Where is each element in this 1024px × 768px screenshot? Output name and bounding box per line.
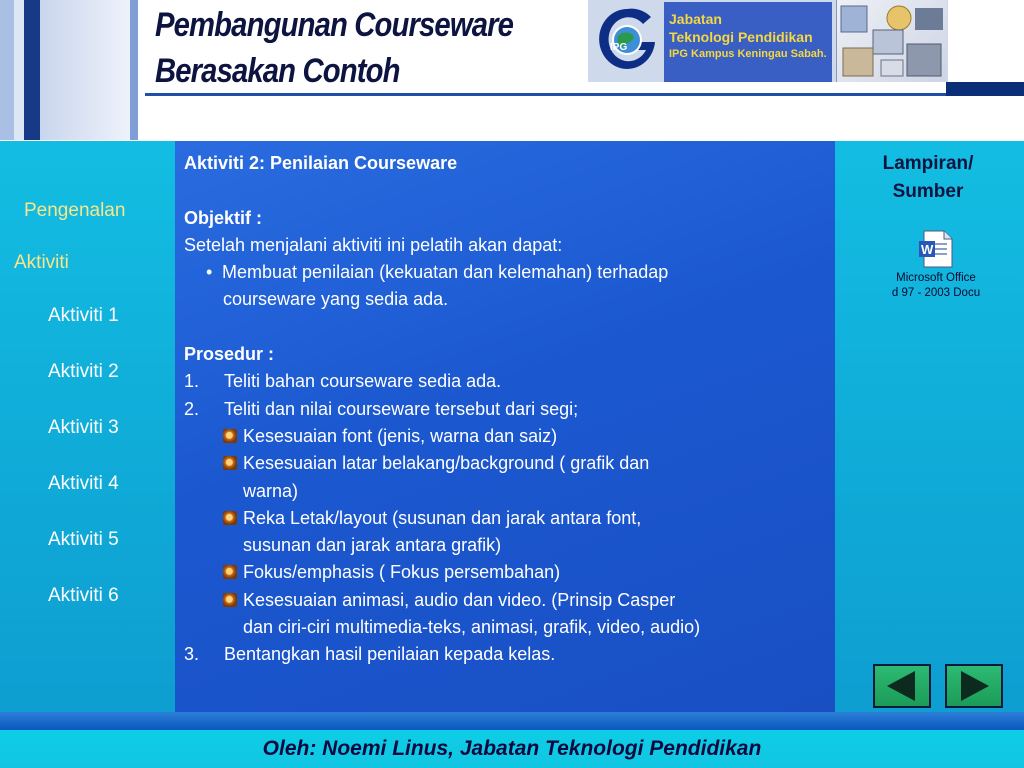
title-line: Berasakan Contoh <box>155 52 400 90</box>
nav-pengenalan[interactable]: Pengenalan <box>24 200 126 221</box>
sub-item-cont: susunan dan jarak antara grafik) <box>243 535 502 556</box>
step-number: 3. <box>184 644 200 665</box>
sub-text: Kesesuaian animasi, audio dan video. (Prinsip Casper <box>243 589 676 610</box>
title-divider <box>145 93 1024 96</box>
step-text: Teliti dan nilai courseware tersebut dari segi; <box>224 398 579 419</box>
doc-label-line: d 97 - 2003 Docu <box>891 287 981 299</box>
dept-line: Teknologi Pendidikan <box>669 29 813 45</box>
spacer <box>184 177 829 204</box>
bullet-icon <box>223 565 237 579</box>
bottom-band <box>0 712 1024 730</box>
step-number: 1. <box>184 371 200 392</box>
nav-aktiviti-3[interactable]: Aktiviti 3 <box>48 417 119 438</box>
header-stripe <box>130 0 138 140</box>
sub-item <box>184 587 829 614</box>
svg-text:W: W <box>921 242 934 257</box>
objektif-bullet <box>184 259 829 286</box>
document-label[interactable] <box>876 271 996 301</box>
header-stripe <box>14 0 24 140</box>
sub-item <box>184 423 829 450</box>
arrow-right-icon <box>947 666 1001 706</box>
step-text: Bentangkan hasil penilaian kepada kelas. <box>224 644 556 665</box>
objektif-label: Objektif : <box>184 207 263 228</box>
header-photo <box>836 0 947 82</box>
step-item <box>184 368 829 395</box>
previous-button[interactable] <box>873 664 931 708</box>
nav-aktiviti-5[interactable]: Aktiviti 5 <box>48 529 119 550</box>
footer <box>0 730 1024 768</box>
nav-aktiviti-2[interactable]: Aktiviti 2 <box>48 361 119 382</box>
logo-text: IPG <box>610 42 628 53</box>
sub-item <box>184 559 829 586</box>
office-equipment-icon <box>837 0 947 82</box>
sub-text: Reka Letak/layout (susunan dan jarak antara font, <box>243 507 642 528</box>
dept-line: Jabatan <box>669 11 722 27</box>
spacer <box>184 314 829 341</box>
objektif-bullet-cont: courseware yang sedia ada. <box>223 289 449 310</box>
title-line: Pembangunan Courseware <box>155 6 514 44</box>
sub-text: Kesesuaian latar belakang/background ( grafik dan <box>243 453 650 474</box>
page-title <box>155 2 513 94</box>
step-text: Teliti bahan courseware sedia ada. <box>224 371 502 392</box>
bullet-icon <box>223 456 237 470</box>
nav-aktiviti[interactable]: Aktiviti <box>14 252 69 273</box>
arrow-left-icon <box>875 666 929 706</box>
header-stripe <box>0 0 14 140</box>
ipg-logo-icon <box>596 6 658 72</box>
nav-aktiviti-6[interactable]: Aktiviti 6 <box>48 585 119 606</box>
sub-text: Fokus/emphasis ( Fokus persembahan) <box>243 562 561 583</box>
nav-aktiviti-1[interactable]: Aktiviti 1 <box>48 305 119 326</box>
dept-line: IPG Kampus Keningau Sabah. <box>669 48 827 60</box>
word-document-icon[interactable] <box>918 230 954 268</box>
bullet-icon: • <box>206 262 213 283</box>
step-number: 2. <box>184 398 200 419</box>
bullet-icon <box>223 593 237 607</box>
sub-item <box>184 450 829 477</box>
lampiran-line: Lampiran/ <box>882 153 974 174</box>
bullet-icon <box>223 511 237 525</box>
step-item <box>184 641 829 668</box>
bullet-text: Membuat penilaian (kekuatan dan kelemahan) terhadap <box>222 262 669 283</box>
step-item <box>184 396 829 423</box>
prosedur-label: Prosedur : <box>184 344 275 365</box>
objektif-intro: Setelah menjalani aktiviti ini pelatih akan dapat: <box>184 234 563 255</box>
bullet-icon <box>223 429 237 443</box>
sub-item <box>184 505 829 532</box>
nav-aktiviti-4[interactable]: Aktiviti 4 <box>48 473 119 494</box>
footer-credit: Oleh: Noemi Linus, Jabatan Teknologi Pendidikan <box>262 737 762 760</box>
header-accent <box>946 82 1024 96</box>
header-stripe <box>40 0 130 140</box>
department-label <box>669 10 827 62</box>
activity-content <box>184 150 829 669</box>
activity-heading: Aktiviti 2: Penilaian Courseware <box>184 153 458 173</box>
sub-item-cont: dan ciri-ciri multimedia-teks, animasi, grafik, video, audio) <box>243 617 701 638</box>
header-stripe <box>24 0 40 140</box>
sub-text: Kesesuaian font (jenis, warna dan saiz) <box>243 425 558 446</box>
doc-label-line: Microsoft Office <box>896 272 976 284</box>
lampiran-heading <box>848 150 1008 206</box>
sub-item-cont: warna) <box>243 480 299 501</box>
lampiran-line: Sumber <box>892 181 964 202</box>
next-button[interactable] <box>945 664 1003 708</box>
